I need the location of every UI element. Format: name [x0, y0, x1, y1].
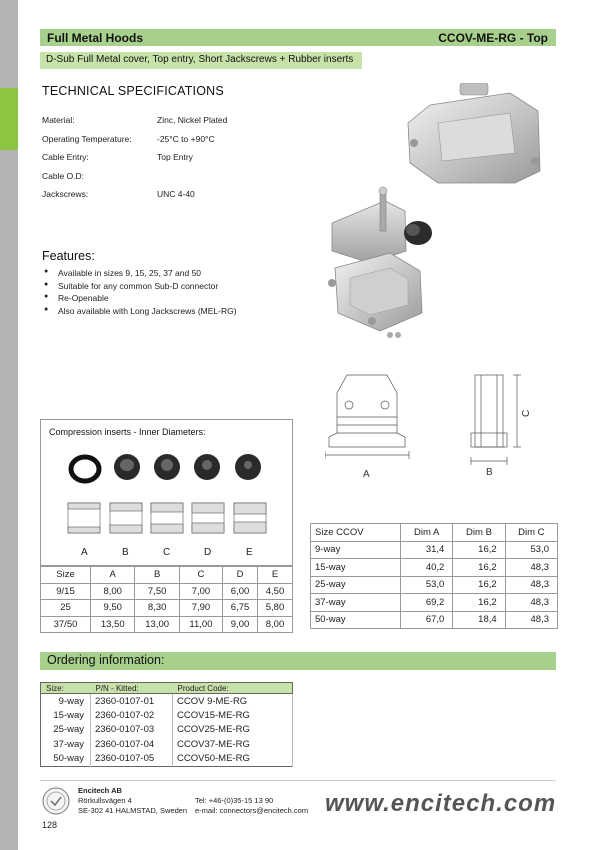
dim-label-b: B	[486, 467, 493, 478]
technical-drawing	[325, 365, 560, 485]
bullet-icon: ●	[44, 280, 49, 288]
company-street: Rörkullsvägen 4	[78, 796, 132, 805]
spec-row	[42, 189, 307, 208]
ordering-heading: Ordering information:	[40, 652, 556, 670]
footer-divider	[40, 780, 556, 781]
features-list	[44, 268, 237, 318]
left-margin-accent	[0, 88, 18, 150]
insert-label-a: A	[81, 547, 88, 558]
table-header-row: Size: P/N - Kitted: Product Code:	[41, 683, 293, 694]
spec-table	[42, 115, 307, 208]
dim-label-c: C	[521, 409, 532, 417]
subtitle: D-Sub Full Metal cover, Top entry, Short Jackscrews + Rubber inserts	[40, 52, 362, 69]
spec-value: -25°C to +90°C	[157, 133, 215, 144]
spec-row	[42, 115, 307, 134]
feature-item: ● Re-Openable	[44, 293, 237, 306]
inner-diameter-table	[40, 566, 293, 633]
bullet-icon: ●	[44, 268, 49, 275]
spec-row	[42, 134, 307, 153]
company-address	[78, 786, 187, 816]
feature-item: ● Also available with Long Jackscrews (MEL-RG)	[44, 306, 237, 319]
feature-item: ● Suitable for any common Sub-D connector	[44, 281, 237, 294]
dimensions-table	[310, 523, 558, 629]
product-photo	[310, 83, 560, 358]
tech-spec-heading: TECHNICAL SPECIFICATIONS	[42, 84, 224, 98]
table-row: 37-way 2360-0107-04 CCOV37-ME-RG	[41, 737, 293, 752]
compression-title: Compression inserts - Inner Diameters:	[49, 427, 206, 437]
spec-value: Zinc, Nickel Plated	[157, 115, 228, 125]
feature-item: ● Available in sizes 9, 15, 25, 37 and 50	[44, 268, 237, 281]
spec-value	[157, 171, 307, 190]
table-row: 25-way 53,0 16,2 48,3	[311, 576, 558, 594]
table-row: 50-way 2360-0107-05 CCOV50-ME-RG	[41, 752, 293, 767]
table-row: 15-way 40,2 16,2 48,3	[311, 559, 558, 577]
spec-label: Jackscrews:	[42, 189, 89, 199]
table-row: 9/15 8,00 7,50 7,00 6,00 4,50	[41, 583, 293, 600]
table-row: 15-way 2360-0107-02 CCOV15-ME-RG	[41, 708, 293, 723]
table-row: 9-way 31,4 16,2 53,0	[311, 541, 558, 559]
table-header-row: Size CCOV Dim A Dim B Dim C	[311, 524, 558, 542]
insert-label-e: E	[246, 547, 253, 558]
website-link[interactable]: www.encitech.com	[325, 790, 557, 817]
product-code: CCOV-ME-RG - Top	[438, 30, 548, 45]
spec-label: Material:	[42, 115, 75, 125]
company-contact	[195, 796, 308, 816]
compression-inserts-panel	[40, 419, 293, 566]
page-title: Full Metal Hoods	[47, 30, 143, 45]
spec-row	[42, 171, 307, 190]
company-city: SE-302 41 HALMSTAD, Sweden	[78, 806, 188, 815]
bullet-icon: ●	[44, 305, 49, 313]
certification-seal-icon	[42, 787, 70, 815]
table-row: 37/50 13,50 13,00 11,00 9,00 8,00	[41, 616, 293, 633]
table-row: 50-way 67,0 18,4 48,3	[311, 611, 558, 629]
spec-value: Top Entry	[157, 152, 193, 162]
spec-label: Cable O.D:	[42, 170, 85, 181]
company-email[interactable]: e-mail: connectors@encitech.com	[195, 806, 309, 815]
table-row: 25-way 2360-0107-03 CCOV25-ME-RG	[41, 723, 293, 738]
insert-label-b: B	[122, 547, 129, 558]
page-number: 128	[42, 820, 58, 830]
ordering-table	[40, 682, 293, 767]
table-header-row: Size A B C D E	[41, 567, 293, 584]
insert-label-c: C	[163, 547, 171, 558]
company-phone: Tel: +46-(0)35-15 13 90	[195, 796, 274, 805]
company-name: Encitech AB	[78, 786, 122, 795]
bullet-icon: ●	[44, 293, 49, 300]
table-row: 9-way 2360-0107-01 CCOV 9-ME-RG	[41, 694, 293, 709]
table-row: 25 9,50 8,30 7,90 6,75 5,80	[41, 600, 293, 617]
spec-value: UNC 4-40	[157, 189, 195, 199]
features-heading: Features:	[42, 249, 95, 263]
insert-illustration	[41, 420, 294, 567]
spec-label: Operating Temperature:	[42, 133, 132, 144]
spec-label: Cable Entry:	[42, 152, 89, 162]
spec-row	[42, 152, 307, 171]
dim-label-a: A	[363, 469, 370, 480]
insert-label-d: D	[204, 547, 212, 558]
table-row: 37-way 69,2 16,2 48,3	[311, 594, 558, 612]
title-bar	[40, 29, 556, 46]
